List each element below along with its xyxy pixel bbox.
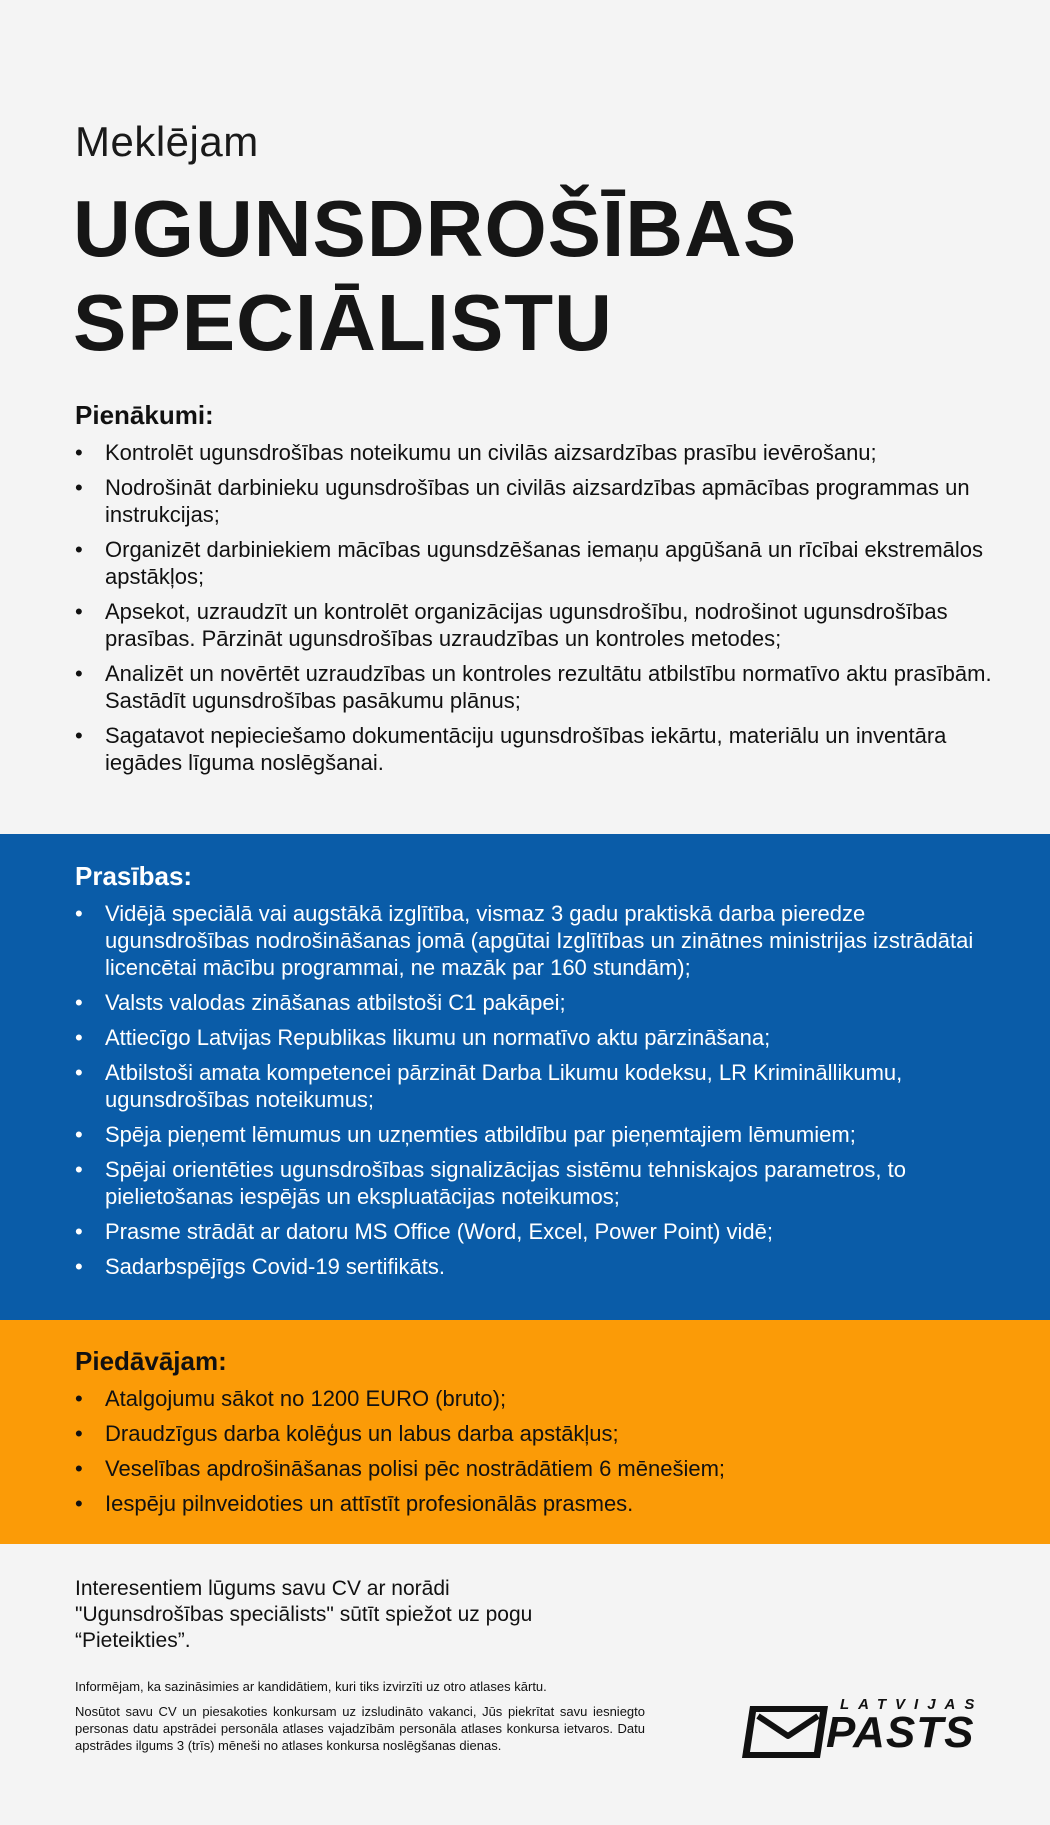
footer-section — [0, 1544, 1050, 1825]
job-title-line-2: SPECIĀLISTU — [73, 278, 613, 367]
envelope-icon — [740, 1700, 832, 1764]
duty-item: • Nodrošināt darbinieku ugunsdrošības un civilās aizsardzības apmācības programmas un instrukcijas; — [75, 474, 1005, 528]
duties-heading: Pienākumi: — [75, 400, 214, 430]
contact-notice: Informējam, ka sazināsimies ar kandidātiem, kuri tiks izvirzīti uz otro atlases kārtu. — [75, 1679, 547, 1694]
duties-section — [75, 400, 1005, 784]
requirements-list — [75, 900, 1005, 1280]
requirement-item: • Prasme strādāt ar datoru MS Office (Word, Excel, Power Point) vidē; — [75, 1218, 1005, 1245]
offer-item: • Iespēju pilnveidoties un attīstīt profesionālās prasmes. — [75, 1490, 1005, 1517]
requirement-item: • Spējai orientēties ugunsdrošības signalizācijas sistēmu tehniskajos parametros, to pielietošanas iespējās un ekspluatācijas noteikumos; — [75, 1156, 1005, 1210]
header-section — [0, 0, 1050, 834]
requirement-item: • Vidējā speciālā vai augstākā izglītība, vismaz 3 gadu praktiskā darba pieredze ugunsdrošības nodrošināšanas jomā (apgūtai Izglītības un zinātnes ministrijas izstrādātai licencētai mācību programmai, ne mazāk par 160 stundām); — [75, 900, 1005, 981]
duty-item: • Kontrolēt ugunsdrošības noteikumu un civilās aizsardzības prasību ievērošanu; — [75, 439, 1005, 466]
duty-item: • Analizēt un novērtēt uzraudzības un kontroles rezultātu atbilstību normatīvo aktu prasībām. Sastādīt ugunsdrošības pasākumu plānus; — [75, 660, 1005, 714]
requirements-section — [0, 834, 1050, 1320]
apply-line-3: “Pieteikties”. — [75, 1629, 191, 1652]
logo-main-text: PASTS — [826, 1708, 975, 1757]
job-title — [73, 182, 797, 370]
requirement-item: • Valsts valodas zināšanas atbilstoši C1 pakāpei; — [75, 989, 1005, 1016]
apply-instructions — [75, 1576, 635, 1654]
logo-top-text: LATVIJAS — [840, 1696, 984, 1713]
data-processing-notice: Nosūtot savu CV un piesakoties konkursam uz izsludināto vakanci, Jūs piekrītat savu iesniegto personas datu apstrādei personāla atlases vajadzībām personāla atlases konkursa ietvaros. Datu apstrādes ilgums 3 (trīs) mēneši no atlases konkursa noslēgšanas dienas. — [75, 1704, 645, 1753]
offer-section — [0, 1320, 1050, 1544]
offer-heading: Piedāvājam: — [75, 1346, 227, 1376]
intro-text: Meklējam — [75, 118, 259, 165]
latvijas-pasts-logo — [740, 1696, 1000, 1766]
requirement-item: • Atbilstoši amata kompetencei pārzināt Darba Likumu kodeksu, LR Krimināllikumu, ugunsdrošības noteikumus; — [75, 1059, 1005, 1113]
job-title-line-1: UGUNSDROŠĪBAS — [73, 184, 798, 273]
offer-item: • Veselības apdrošināšanas polisi pēc nostrādātiem 6 mēnešiem; — [75, 1455, 1005, 1482]
requirement-item: • Sadarbspējīgs Covid-19 sertifikāts. — [75, 1253, 1005, 1280]
duty-item: • Sagatavot nepieciešamo dokumentāciju ugunsdrošības iekārtu, materiālu un inventāra iegādes līguma noslēgšanai. — [75, 722, 1005, 776]
requirement-item: • Spēja pieņemt lēmumus un uzņemties atbildību par pieņemtajiem lēmumiem; — [75, 1121, 1005, 1148]
offer-item: • Draudzīgus darba kolēģus un labus darba apstākļus; — [75, 1420, 1005, 1447]
duties-list — [75, 439, 1005, 776]
apply-line-1: Interesentiem lūgums savu CV ar norādi — [75, 1577, 450, 1600]
duty-item: • Organizēt darbiniekiem mācības ugunsdzēšanas iemaņu apgūšanā un rīcībai ekstremālos apstākļos; — [75, 536, 1005, 590]
apply-line-2: "Ugunsdrošības speciālists" sūtīt spiežot uz pogu — [75, 1603, 533, 1626]
offer-item: • Atalgojumu sākot no 1200 EURO (bruto); — [75, 1385, 1005, 1412]
offer-list — [75, 1385, 1005, 1517]
requirement-item: • Attiecīgo Latvijas Republikas likumu un normatīvo aktu pārzināšana; — [75, 1024, 1005, 1051]
duty-item: • Apsekot, uzraudzīt un kontrolēt organizācijas ugunsdrošību, nodrošinot ugunsdrošības prasības. Pārzināt ugunsdrošības uzraudzības un kontroles metodes; — [75, 598, 1005, 652]
requirements-heading: Prasības: — [75, 861, 193, 891]
